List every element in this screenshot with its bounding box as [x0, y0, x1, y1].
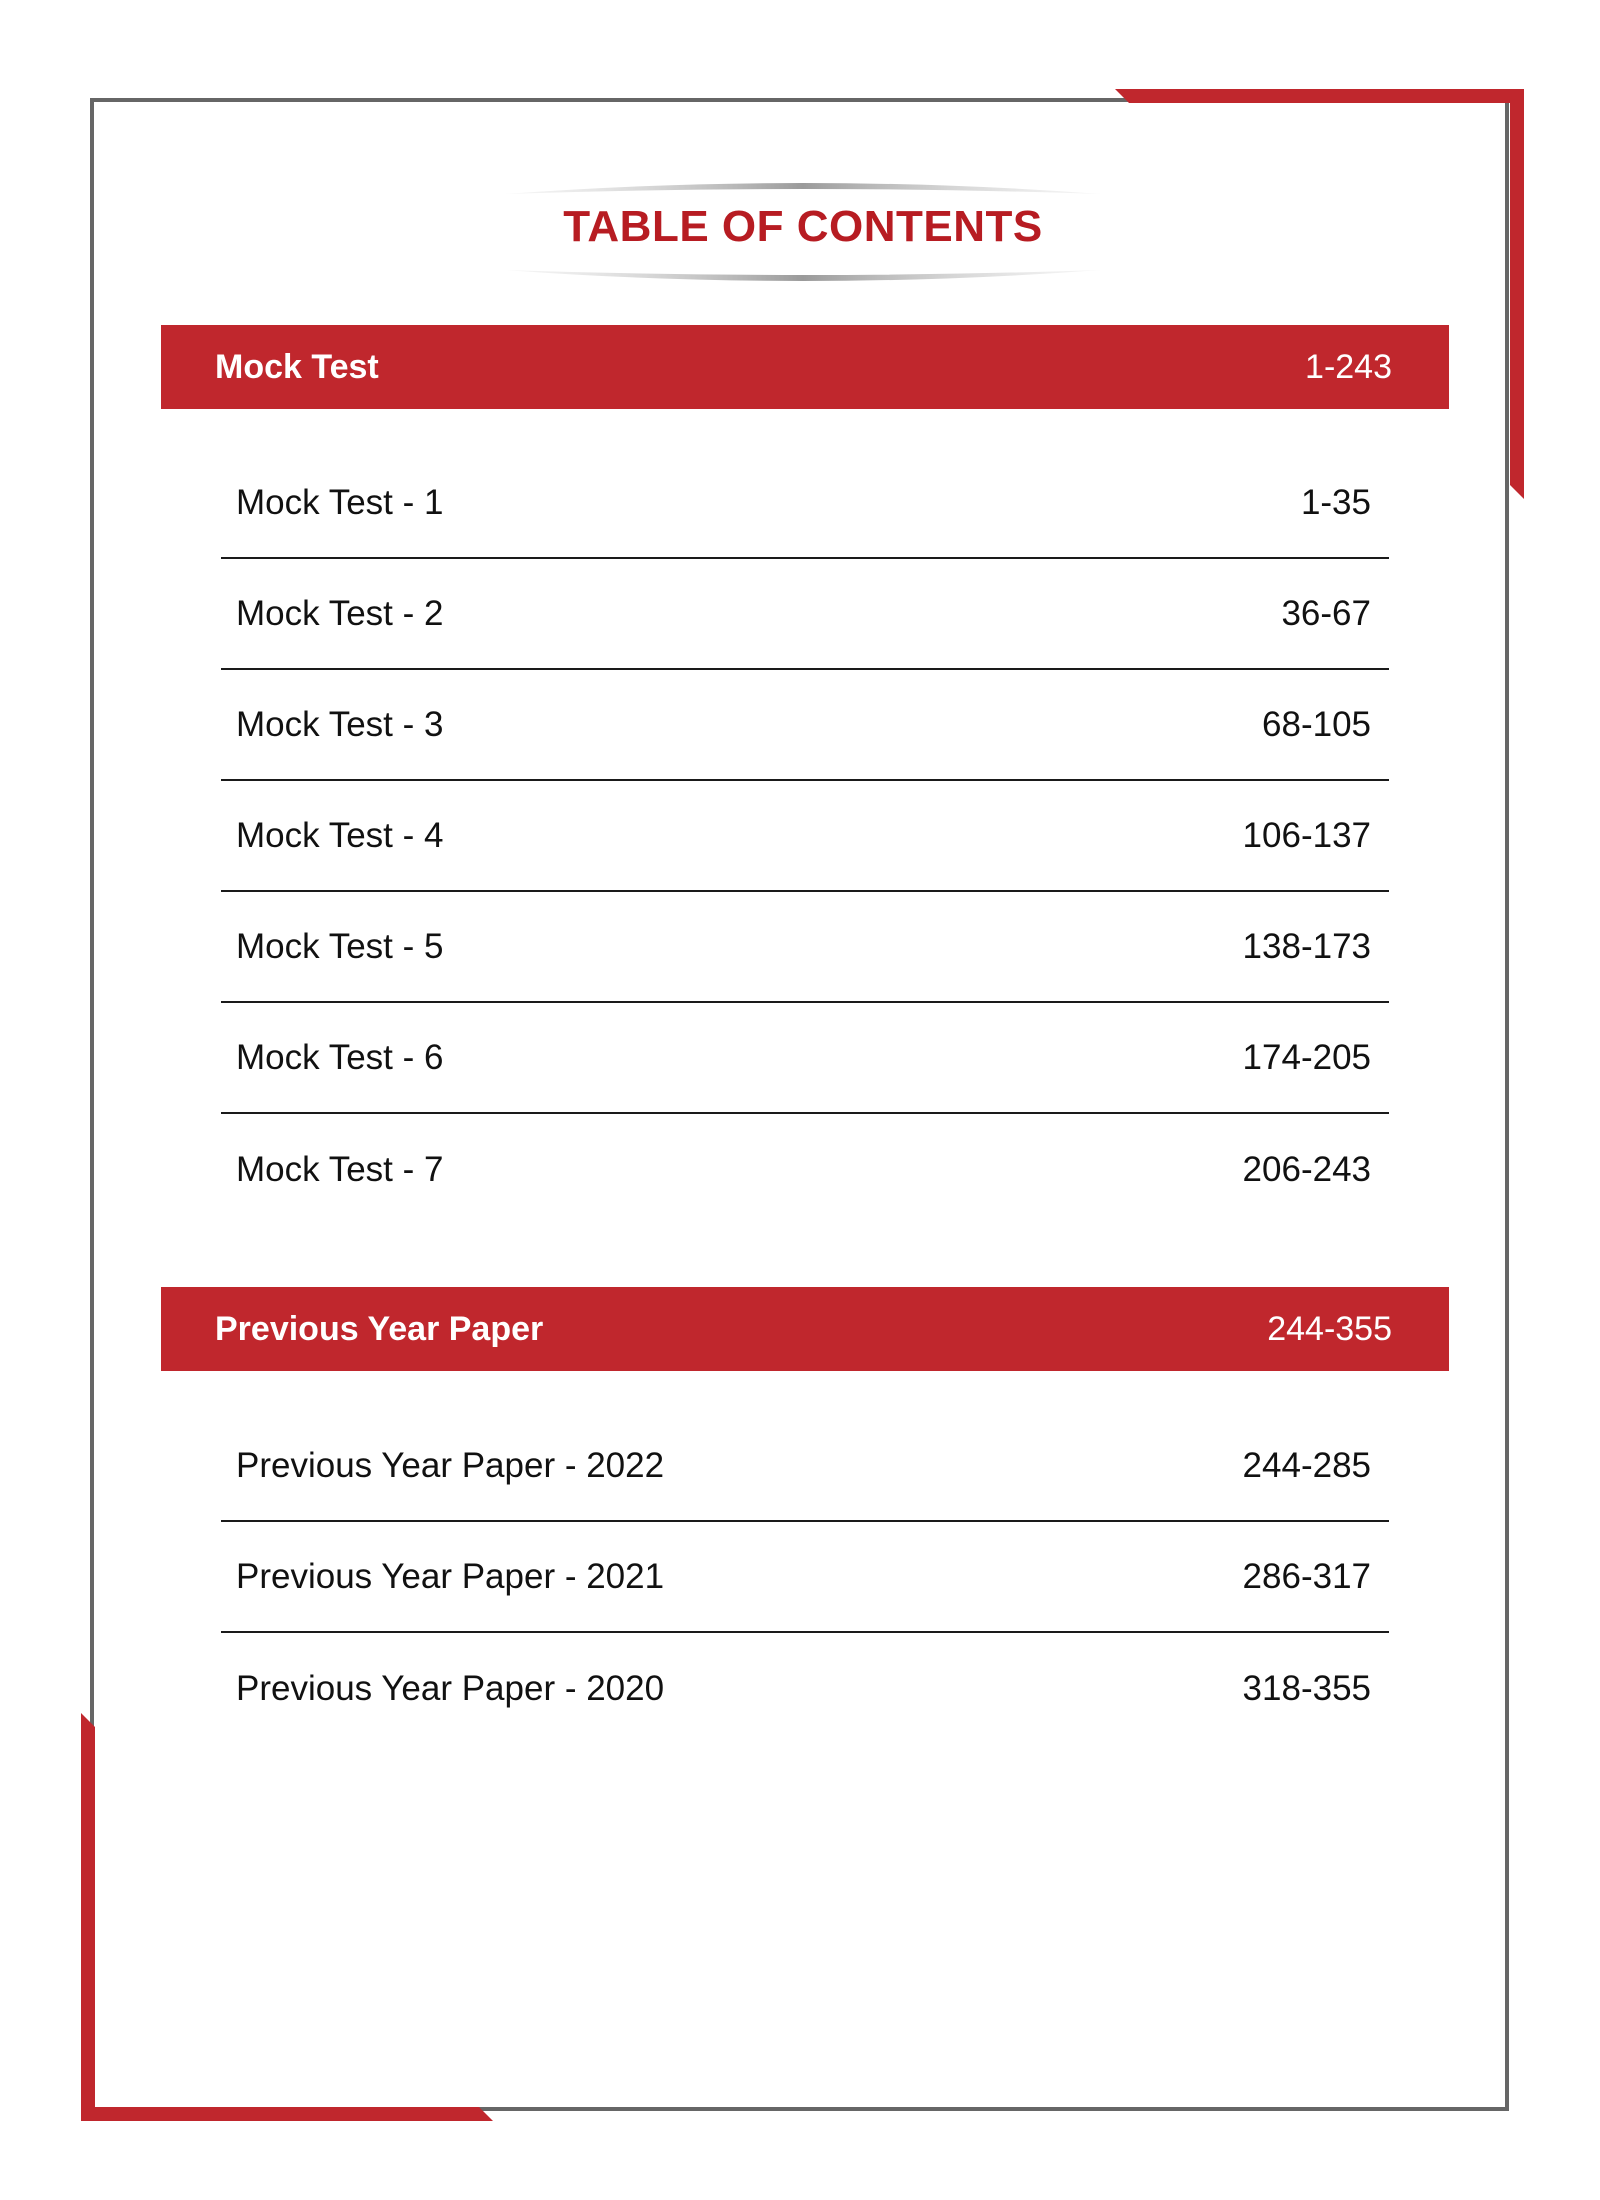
- entry-label: Mock Test - 1: [236, 482, 444, 522]
- corner-accent-bottom-left: [81, 2107, 493, 2121]
- entry-label: Mock Test - 6: [236, 1037, 444, 1077]
- section-label: Previous Year Paper: [215, 1309, 544, 1348]
- entry-label: Previous Year Paper - 2021: [236, 1556, 665, 1596]
- corner-accent-right: [1510, 89, 1524, 499]
- entry-page-range: 36-67: [1281, 593, 1371, 633]
- section-header-previous-year-paper[interactable]: [161, 1287, 1449, 1371]
- entry-page-range: 318-355: [1242, 1668, 1371, 1708]
- page-title: TABLE OF CONTENTS: [563, 202, 1043, 251]
- entry-label: Mock Test - 3: [236, 704, 444, 744]
- title-banner: [505, 178, 1101, 286]
- toc-entry[interactable]: [221, 1411, 1389, 1522]
- toc-entry[interactable]: [221, 670, 1389, 781]
- toc-entry[interactable]: [221, 1003, 1389, 1114]
- entry-label: Mock Test - 5: [236, 926, 444, 966]
- entry-page-range: 206-243: [1242, 1149, 1371, 1189]
- toc-entry[interactable]: [221, 892, 1389, 1003]
- entry-page-range: 286-317: [1242, 1556, 1371, 1596]
- entry-label: Mock Test - 4: [236, 815, 444, 855]
- section-page-range: 244-355: [1267, 1309, 1392, 1348]
- section-page-range: 1-243: [1305, 347, 1392, 386]
- toc-entry[interactable]: [221, 559, 1389, 670]
- corner-accent-top-right: [1115, 89, 1524, 103]
- section-label: Mock Test: [215, 347, 379, 386]
- entry-page-range: 174-205: [1242, 1037, 1371, 1077]
- entry-page-range: 138-173: [1242, 926, 1371, 966]
- corner-accent-left: [81, 1713, 95, 2121]
- entry-page-range: 244-285: [1242, 1445, 1371, 1485]
- previous-year-paper-list: [221, 1411, 1389, 1744]
- section-header-mock-test[interactable]: [161, 325, 1449, 409]
- entry-page-range: 106-137: [1242, 815, 1371, 855]
- toc-entry[interactable]: [221, 448, 1389, 559]
- entry-label: Mock Test - 7: [236, 1149, 444, 1189]
- entry-label: Previous Year Paper - 2022: [236, 1445, 665, 1485]
- toc-entry[interactable]: [221, 1522, 1389, 1633]
- toc-entry[interactable]: [221, 781, 1389, 892]
- entry-label: Mock Test - 2: [236, 593, 444, 633]
- toc-entry[interactable]: [221, 1114, 1389, 1225]
- entry-label: Previous Year Paper - 2020: [236, 1668, 665, 1708]
- entry-page-range: 1-35: [1300, 482, 1371, 522]
- entry-page-range: 68-105: [1262, 704, 1371, 744]
- mock-test-list: [221, 448, 1389, 1225]
- toc-entry[interactable]: [221, 1633, 1389, 1744]
